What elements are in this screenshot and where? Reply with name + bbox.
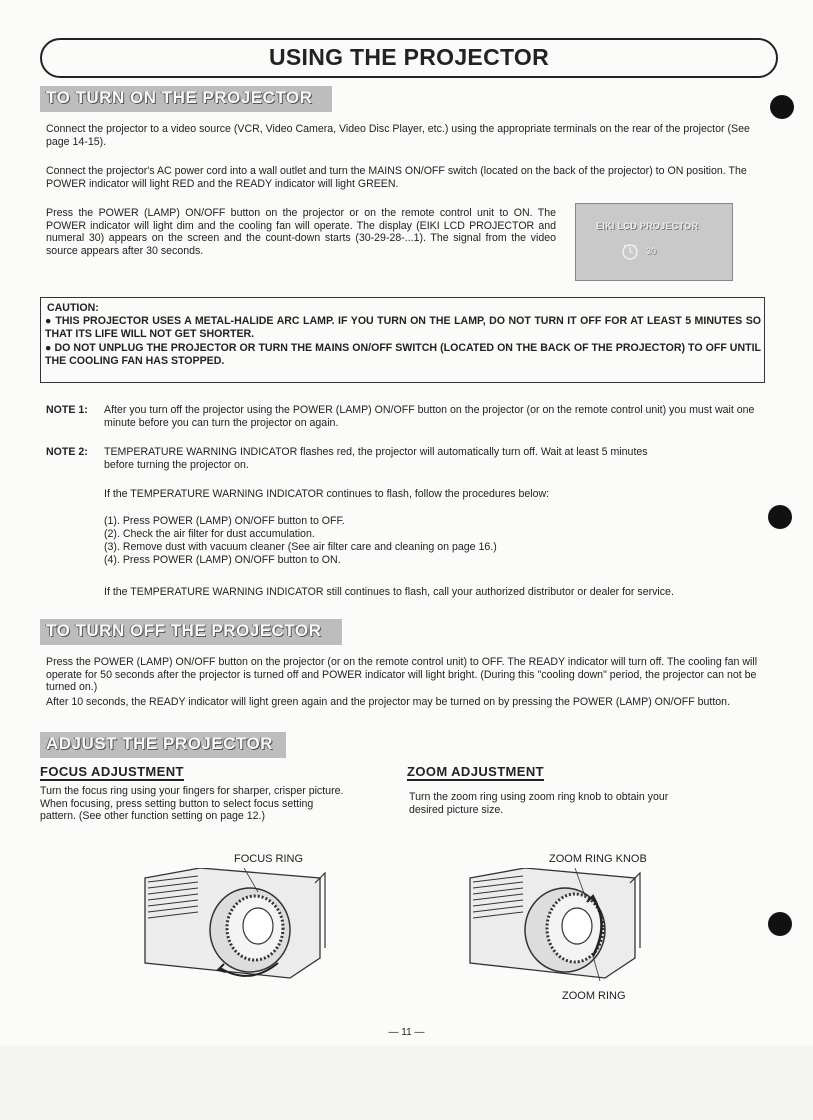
caution-box [40, 297, 765, 383]
caution-item-2: ● DO NOT UNPLUG THE PROJECTOR OR TURN THE MAINS ON/OFF SWITCH (LOCATED ON THE BACK OF THE PROJECTOR) TO OFF UNTIL THE COOLING FAN HAS STOPPED. [45, 342, 761, 367]
section-heading-adjust: ADJUST THE PROJECTOR [40, 732, 286, 758]
turn-on-paragraph-3: Press the POWER (LAMP) ON/OFF button on the projector or on the remote control unit to ON. The POWER indicator will light dim and the cooling fan will operate. The display (EIKI LCD PROJECTOR and numeral 30) appears on the screen and the count-down starts (30-29-28-...1). The signal from the video source appears after 30 seconds. [46, 207, 556, 257]
osd-title: EIKI LCD PROJECTOR [596, 221, 699, 231]
onscreen-display-illustration [575, 203, 733, 281]
turn-on-paragraph-1: Connect the projector to a video source (VCR, Video Camera, Video Disc Player, etc.) using the appropriate terminals on the rear of the projector (See page 14-15). [46, 123, 750, 148]
focus-heading: FOCUS ADJUSTMENT [40, 764, 184, 779]
binder-hole-middle [768, 505, 792, 529]
procedure-step: (2). Check the air filter for dust accumulation. [104, 528, 315, 540]
title-frame [40, 38, 778, 78]
zoom-ring-illustration [465, 868, 655, 983]
zoom-ring-label: ZOOM RING [562, 990, 626, 1002]
caution-item-1: ● THIS PROJECTOR USES A METAL-HALIDE ARC LAMP. IF YOU TURN ON THE LAMP, DO NOT TURN IT OFF FOR AT LEAST 5 MINUTES SO THAT ITS LIFE WILL NOT GET SHORTER. [45, 315, 761, 340]
note-2-followup: If the TEMPERATURE WARNING INDICATOR continues to flash, follow the procedures below: [104, 488, 550, 500]
caution-heading: CAUTION: [47, 302, 99, 314]
note-2-label: NOTE 2: [46, 446, 88, 458]
zoom-text: Turn the zoom ring using zoom ring knob to obtain your desired picture size. [409, 791, 669, 816]
procedure-step: (4). Press POWER (LAMP) ON/OFF button to ON. [104, 554, 341, 566]
note-1-text: After you turn off the projector using the POWER (LAMP) ON/OFF button on the projector (or on the remote control unit) you must wait one minute before you can turn the projector on again. [104, 404, 755, 429]
turn-on-paragraph-2: Connect the projector's AC power cord into a wall outlet and turn the MAINS ON/OFF switch (located on the back of the projector) to ON position. The POWER indicator will light RED and the READY indicator will light GREEN. [46, 165, 747, 190]
osd-countdown: 30 [646, 246, 657, 256]
note-1-label: NOTE 1: [46, 404, 88, 416]
focus-text: Turn the focus ring using your fingers for sharper, crisper picture. When focusing, press setting button to select focus setting pattern. (See other function setting on page 12.) [40, 785, 344, 822]
clock-icon [620, 241, 640, 261]
focus-ring-label: FOCUS RING [234, 853, 304, 865]
zoom-ring-knob-label: ZOOM RING KNOB [549, 853, 647, 865]
section-heading-turn-off: TO TURN OFF THE PROJECTOR [40, 619, 342, 645]
page-title: USING THE PROJECTOR [268, 44, 550, 70]
focus-ring-illustration [140, 868, 340, 983]
binder-hole-top [770, 95, 794, 119]
turn-off-paragraph-1: Press the POWER (LAMP) ON/OFF button on the projector (or on the remote control unit) to OFF. The READY indicator will turn off. The cooling fan will operate for 50 seconds after the projector is turned off and POWER indicator will light bright. (During this "cooling down" period, the projector can not be turned on.) [46, 656, 758, 693]
binder-hole-bottom [768, 912, 792, 936]
note-2-final: If the TEMPERATURE WARNING INDICATOR still continues to flash, call your authorized distributor or dealer for service. [104, 586, 674, 598]
zoom-heading: ZOOM ADJUSTMENT [407, 764, 544, 779]
section-heading-turn-on: TO TURN ON THE PROJECTOR [40, 86, 332, 112]
turn-off-paragraph-2: After 10 seconds, the READY indicator will light green again and the projector may be turned on by pressing the POWER (LAMP) ON/OFF button. [46, 696, 731, 708]
page-number: — 11 — [388, 1027, 425, 1038]
procedure-step: (3). Remove dust with vacuum cleaner (See air filter care and cleaning on page 16.) [104, 541, 497, 553]
note-2-text: TEMPERATURE WARNING INDICATOR flashes red, the projector will automatically turn off. Wait at least 5 minutes before turning the projector on. [104, 446, 648, 471]
procedure-step: (1). Press POWER (LAMP) ON/OFF button to OFF. [104, 515, 345, 527]
